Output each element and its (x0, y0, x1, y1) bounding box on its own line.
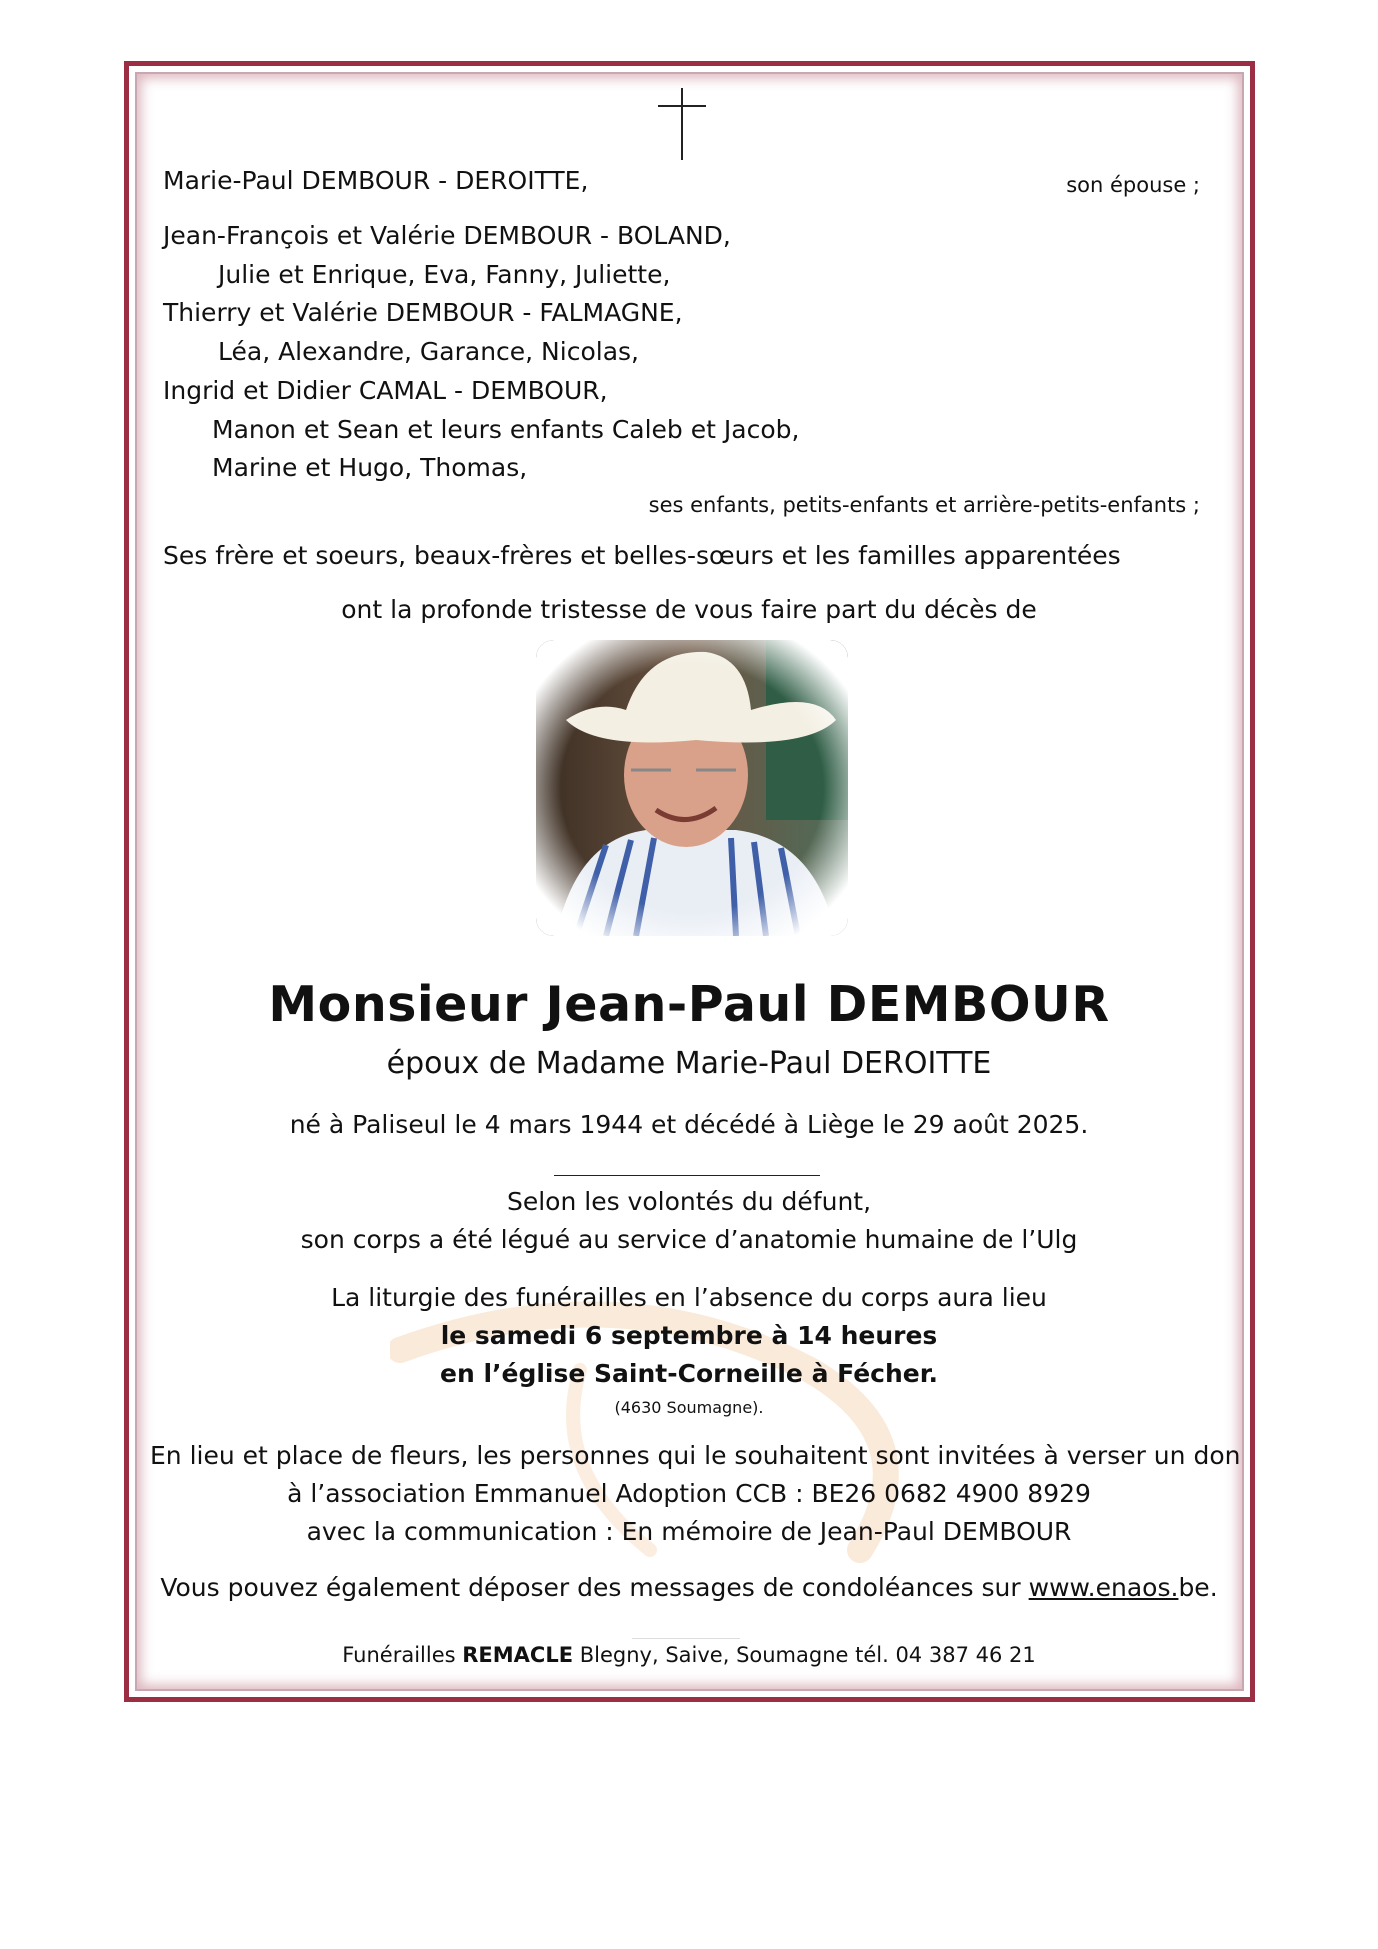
children-role: ses enfants, petits-enfants et arrière-petits-enfants ; (648, 493, 1200, 517)
liturgy-place: en l’église Saint-Corneille à Fécher. (439, 1359, 939, 1388)
announcement: ont la profonde tristesse de vous faire part du décès de (341, 595, 1037, 624)
condolences-link-suffix: be. (1178, 1573, 1218, 1602)
deceased-dates: né à Paliseul le 4 mars 1944 et décédé à Liège le 29 août 2025. (289, 1110, 1089, 1139)
footer-separator (632, 1638, 740, 1639)
deceased-photo (536, 640, 848, 936)
family-line: Marine et Hugo, Thomas, (212, 453, 528, 482)
deceased-name: Monsieur Jean-Paul DEMBOUR (268, 976, 1110, 1033)
liturgy-date: le samedi 6 septembre à 14 heures (440, 1321, 938, 1350)
condolences-line (150, 1573, 1228, 1603)
spouse-name: Marie-Paul DEMBOUR - DEROITTE, (163, 166, 589, 195)
wishes-line2: son corps a été légué au service d’anatomie humaine de l’Ulg (300, 1225, 1078, 1254)
liturgy-line1: La liturgie des funérailles en l’absence du corps aura lieu (331, 1283, 1047, 1312)
spouse-role: son épouse ; (1066, 173, 1200, 197)
footer (150, 1640, 1228, 1670)
liturgy-postal: (4630 Soumagne). (614, 1398, 764, 1417)
separator (554, 1175, 820, 1176)
donation-line2: à l’association Emmanuel Adoption CCB : BE26 0682 4900 8929 (287, 1479, 1091, 1508)
family-line: Ingrid et Didier CAMAL - DEMBOUR, (163, 376, 608, 405)
condolences-link[interactable]: www.enaos. (1028, 1573, 1179, 1602)
family-line: Thierry et Valérie DEMBOUR - FALMAGNE, (163, 298, 683, 327)
donation-line3: avec la communication : En mémoire de Jean-Paul DEMBOUR (306, 1517, 1072, 1546)
footer-company: REMACLE (462, 1643, 574, 1667)
wishes-line1: Selon les volontés du défunt, (506, 1187, 872, 1216)
donation-line1: En lieu et place de fleurs, les personnes qui le souhaitent sont invitées à verser un don (150, 1441, 1241, 1470)
condolences-text: Vous pouvez également déposer des messages de condoléances sur (160, 1573, 1029, 1602)
siblings-line: Ses frère et soeurs, beaux-frères et belles-sœurs et les familles apparentées (163, 541, 1121, 570)
family-line: Julie et Enrique, Eva, Fanny, Juliette, (218, 260, 671, 289)
deceased-spouse: époux de Madame Marie-Paul DEROITTE (386, 1046, 992, 1081)
family-line: Jean-François et Valérie DEMBOUR - BOLAND, (163, 221, 731, 250)
family-line: Léa, Alexandre, Garance, Nicolas, (218, 337, 639, 366)
footer-prefix: Funérailles (342, 1643, 463, 1667)
footer-suffix: Blegny, Saive, Soumagne tél. 04 387 46 21 (573, 1643, 1036, 1667)
family-line: Manon et Sean et leurs enfants Caleb et Jacob, (212, 415, 800, 444)
cross-icon (658, 88, 706, 160)
